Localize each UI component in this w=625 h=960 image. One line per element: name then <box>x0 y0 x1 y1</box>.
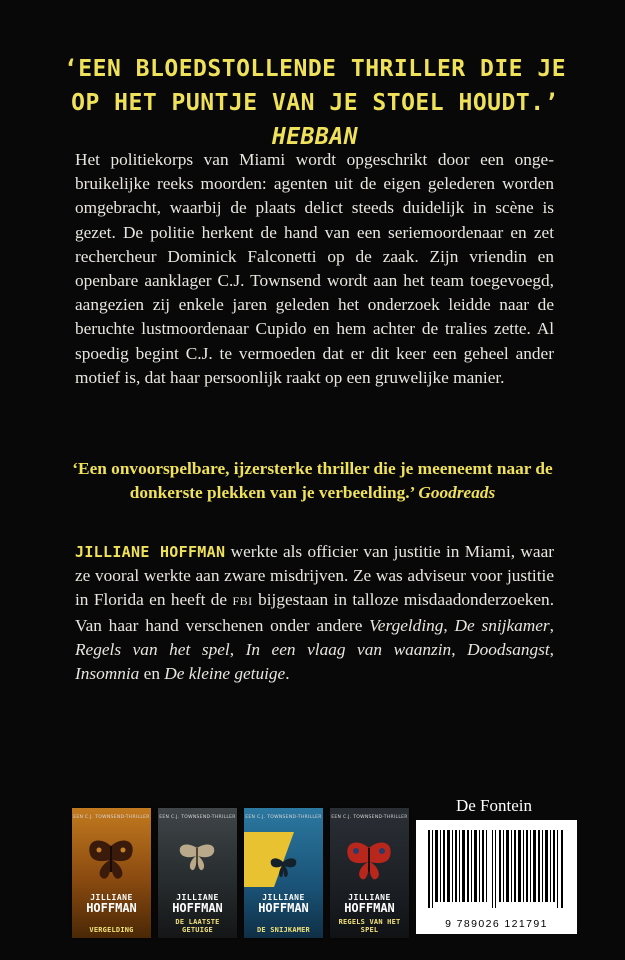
headline-quote-source: HEBBAN <box>271 124 359 150</box>
review-quote-text: ‘Een onvoorspelbare, ijzersterke thriller die je meeneemt naar de donkerste plekken van je verbeelding.’ <box>72 459 553 503</box>
butterfly-icon <box>330 832 409 887</box>
other-books-row <box>72 808 408 940</box>
book-title-3: Regels van het spel <box>75 639 230 659</box>
book-cover-de-snijkamer: EEN C.J. TOWNSEND-THRILLER JILLIANE HOFFMAN DE SNIJKAMER <box>244 808 323 938</box>
book-cover-de-laatste-getuige: EEN C.J. TOWNSEND-THRILLER JILLIANE HOFFMAN DE LAATSTE GETUIGE <box>158 808 237 938</box>
book-cover-regels-van-het-spel: EEN C.J. TOWNSEND-THRILLER JILLIANE HOFFMAN REGELS VAN HET SPEL <box>330 808 409 938</box>
book-title-5: Doodsangst <box>467 639 550 659</box>
book-cover-vergelding: EEN C.J. TOWNSEND-THRILLER JILLIANE HOFFMAN VERGELDING <box>72 808 151 938</box>
author-name: JILLIANE HOFFMAN <box>75 543 226 561</box>
review-quote <box>60 457 565 505</box>
moth-icon <box>158 832 237 887</box>
book-title-4: In een vlaag van waanzin <box>245 639 452 659</box>
headline-quote-text: ‘EEN BLOEDSTOLLENDE THRILLER DIE JE OP HET PUNTJE VAN JE STOEL HOUDT.’ <box>63 56 567 116</box>
review-quote-source: Goodreads <box>418 483 496 503</box>
headline-quote <box>60 52 570 154</box>
bio-text-2: bijgestaan in talloze misdaadonderzoeken. Van haar hand verschenen onder andere <box>75 590 555 635</box>
bio-fbi: FBI <box>232 594 253 609</box>
book-title-1: Vergelding <box>369 615 444 635</box>
isbn-number: 9 789026 121791 <box>445 918 548 930</box>
book-title-6: Insomnia <box>75 664 140 684</box>
butterfly-icon <box>244 832 323 887</box>
barcode-icon <box>426 830 567 908</box>
isbn-barcode <box>416 820 577 934</box>
author-bio: JILLIANE HOFFMAN werkte als officier van justitie in Miami, waar ze vooral werkte aan zware misdrijven. Ze was adviseur voor justitie in Florida en heeft de FBI bijgestaan in talloze misdaadonderzoeken. Van haar hand verschenen onder andere Vergelding, De snijkamer, Regels van het spel, In een vlaag van waanzin, Doodsangst, Insomnia en De kleine getuige. <box>75 542 555 684</box>
bio-text-1: werkte als officier van justitie in Miami, waar ze vooral werkte aan zware misdrijven. Ze was adviseur voor justitie in Florida en heeft de <box>75 542 554 610</box>
butterfly-icon <box>72 832 151 887</box>
publisher-name: De Fontein <box>455 796 533 815</box>
book-title-2: De snijkamer <box>454 615 550 635</box>
book-title-7: De kleine getuige <box>164 664 286 684</box>
blurb-paragraph: Het politiekorps van Miami wordt opgeschrikt door een ongebruikelijke reeks moorden: agenten uit de eigen gelederen worden omgebracht, waarbij de plaats delict steeds duidelijk in scène is gezet. De politie herkent de hand van een seriemoordenaar en zet rechercheur Dominick Falconetti op de zaak. Zijn vriendin en openbare aanklager C.J. Townsend wordt aan het team toegevoegd, aangezien zij enkele jaren geleden het onderzoek leidde naar de beruchte lustmoordenaar Cupido en hem achter de tralies zette. Al spoedig begint C.J. te vermoeden dat er dit keer een geheel ander motief is, dat haar persoonlijk raakt op een gruwelijke manier. <box>75 150 554 387</box>
